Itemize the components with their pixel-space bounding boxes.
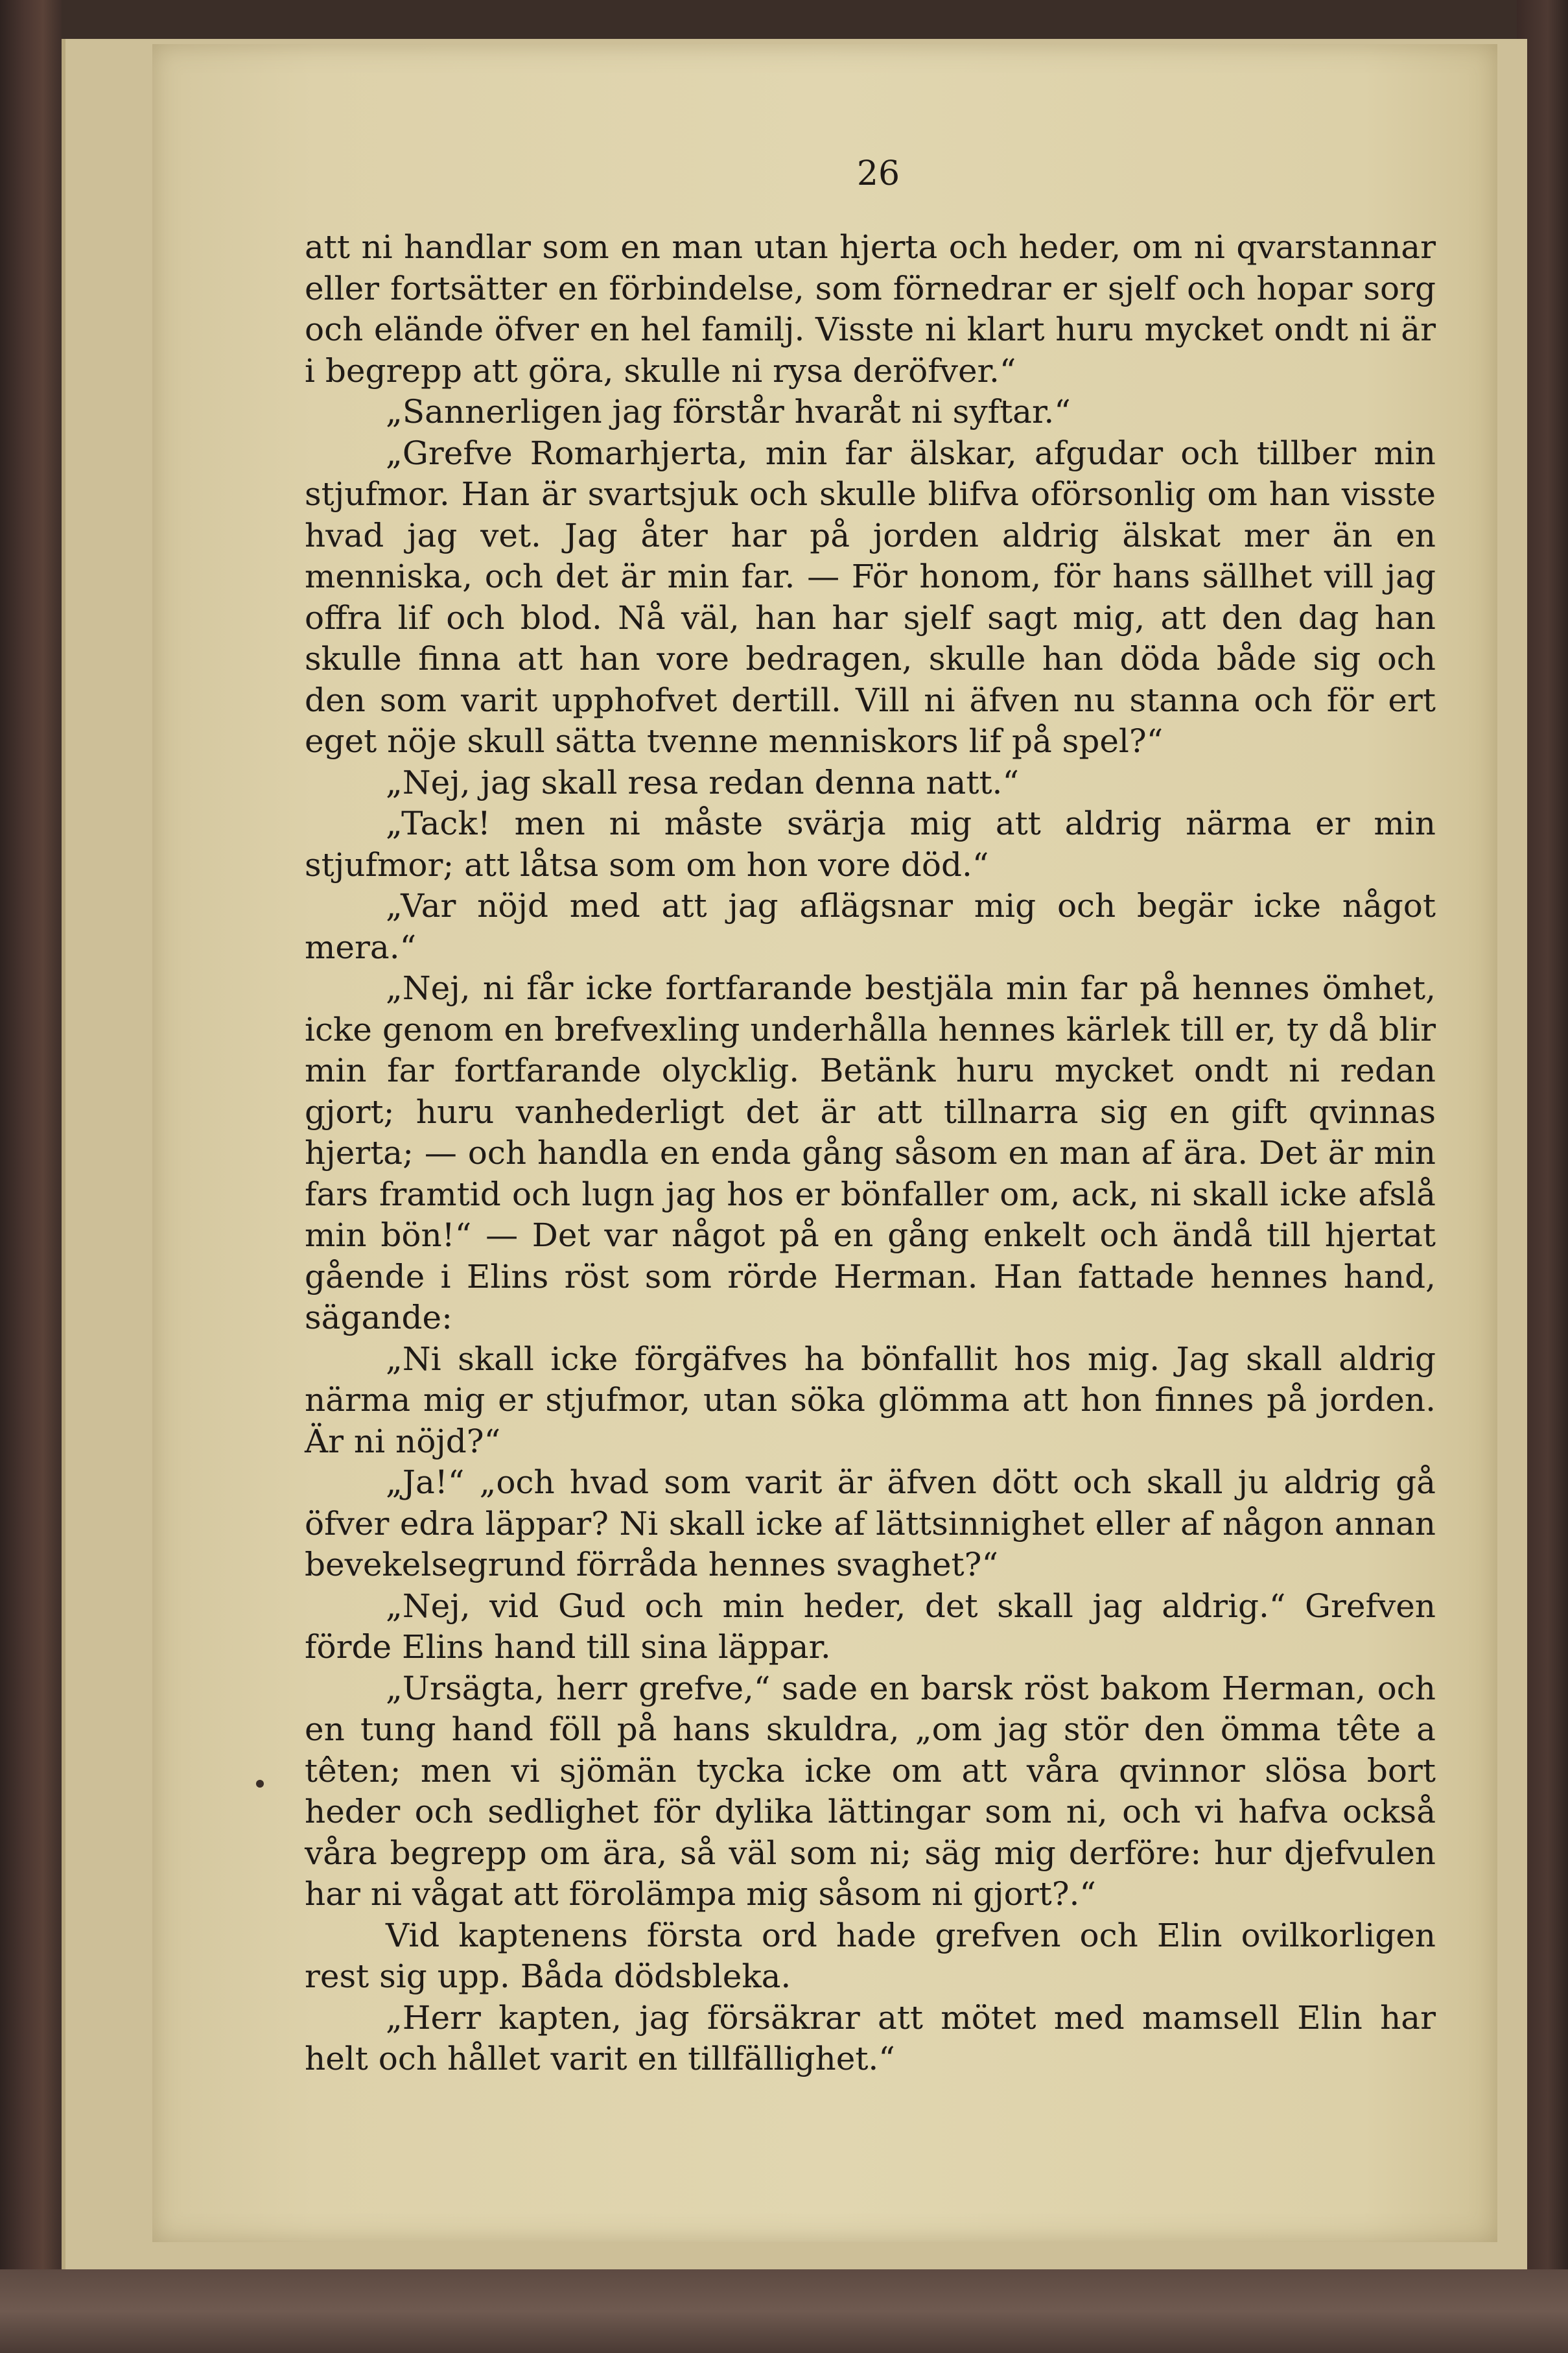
paragraph: „Ja!“ „och hvad som varit är äfven dött och skall ju aldrig gå öfver edra läppar? Ni skall icke af lättsinnighet eller af någon annan bevekelsegrund förråda hennes svaghet?“ (305, 1463, 1436, 1583)
book-cover-left (0, 0, 62, 2353)
paragraph: „Tack! men ni måste svärja mig att aldrig närma er min stjufmor; att låtsa som om hon vore död.“ (305, 805, 1436, 884)
paragraph: „Nej, vid Gud och min heder, det skall jag aldrig.“ Grefven förde Elins hand till sina läppar. (305, 1587, 1436, 1666)
paragraph: Vid kaptenens första ord hade grefven och Elin ovilkorligen rest sig upp. Båda dödsbleka. (305, 1916, 1436, 1995)
paragraph: „Var nöjd med att jag aflägsnar mig och begär icke något mera.“ (305, 887, 1436, 966)
paragraph: „Sannerligen jag förstår hvaråt ni syftar.“ (386, 393, 1071, 431)
paragraph: „Nej, ni får icke fortfarande bestjäla min far på hennes ömhet, icke genom en brefvexling underhålla hennes kärlek till er, ty då blir min far fortfarande olycklig. Betänk huru mycket ondt ni redan gjort; huru vanhederligt det är att tillnarra sig en gift qvinnas hjerta; — och handla en enda gång såsom en man af ära. Det är min fars framtid och lugn jag hos er bönfaller om, ack, ni skall icke afslå min bön!“ — Det var något på en gång enkelt och ändå till hjertat gående i Elins röst som rörde Herman. Han fattade hennes hand, sägande: (305, 969, 1436, 1336)
paragraph: „Herr kapten, jag försäkrar att mötet med mamsell Elin har helt och hållet varit en tillfällighet.“ (305, 1998, 1436, 2077)
paragraph: att ni handlar som en man utan hjerta och heder, om ni qvarstannar eller fortsätter en förbindelse, som förnedrar er sjelf och hopar sorg och elände öfver en hel familj. Visste ni klart huru mycket ondt ni är i begrepp att göra, skulle ni rysa deröfver.“ (305, 228, 1436, 390)
text-block (305, 227, 1436, 2080)
book-cover-bottom (0, 2269, 1568, 2353)
page-number: 26 (856, 154, 900, 193)
paragraph: „Ursägta, herr grefve,“ sade en barsk röst bakom Herman, och en tung hand föll på hans skuldra, „om jag stör den ömma tête a têten; men vi sjömän tycka icke om att våra qvinnor slösa bort heder och sedlighet för dylika lättingar som ni, och vi hafva också våra begrepp om ära, så väl som ni; säg mig derföre: hur djefvulen har ni vågat att förolämpa mig såsom ni gjort?.“ (305, 1669, 1436, 1913)
paragraph: „Grefve Romarhjerta, min far älskar, afgudar och tillber min stjufmor. Han är svartsjuk och skulle blifva oförsonlig om han visste hvad jag vet. Jag åter har på jorden aldrig älskat mer än en menniska, och det är min far. — För honom, för hans sällhet vill jag offra lif och blod. Nå väl, han har sjelf sagt mig, att den dag han skulle finna att han vore bedragen, skulle han döda både sig och den som varit upphofvet dertill. Vill ni äfven nu stanna och för ert eget nöje skull sätta tvenne menniskors lif på spel?“ (305, 434, 1436, 760)
paragraph: „Nej, jag skall resa redan denna natt.“ (386, 763, 1020, 801)
paragraph: „Ni skall icke förgäfves ha bönfallit hos mig. Jag skall aldrig närma mig er stjufmor, utan söka glömma att hon finnes på jorden. Är ni nöjd?“ (305, 1340, 1436, 1460)
ink-dot-mark (256, 1780, 264, 1788)
